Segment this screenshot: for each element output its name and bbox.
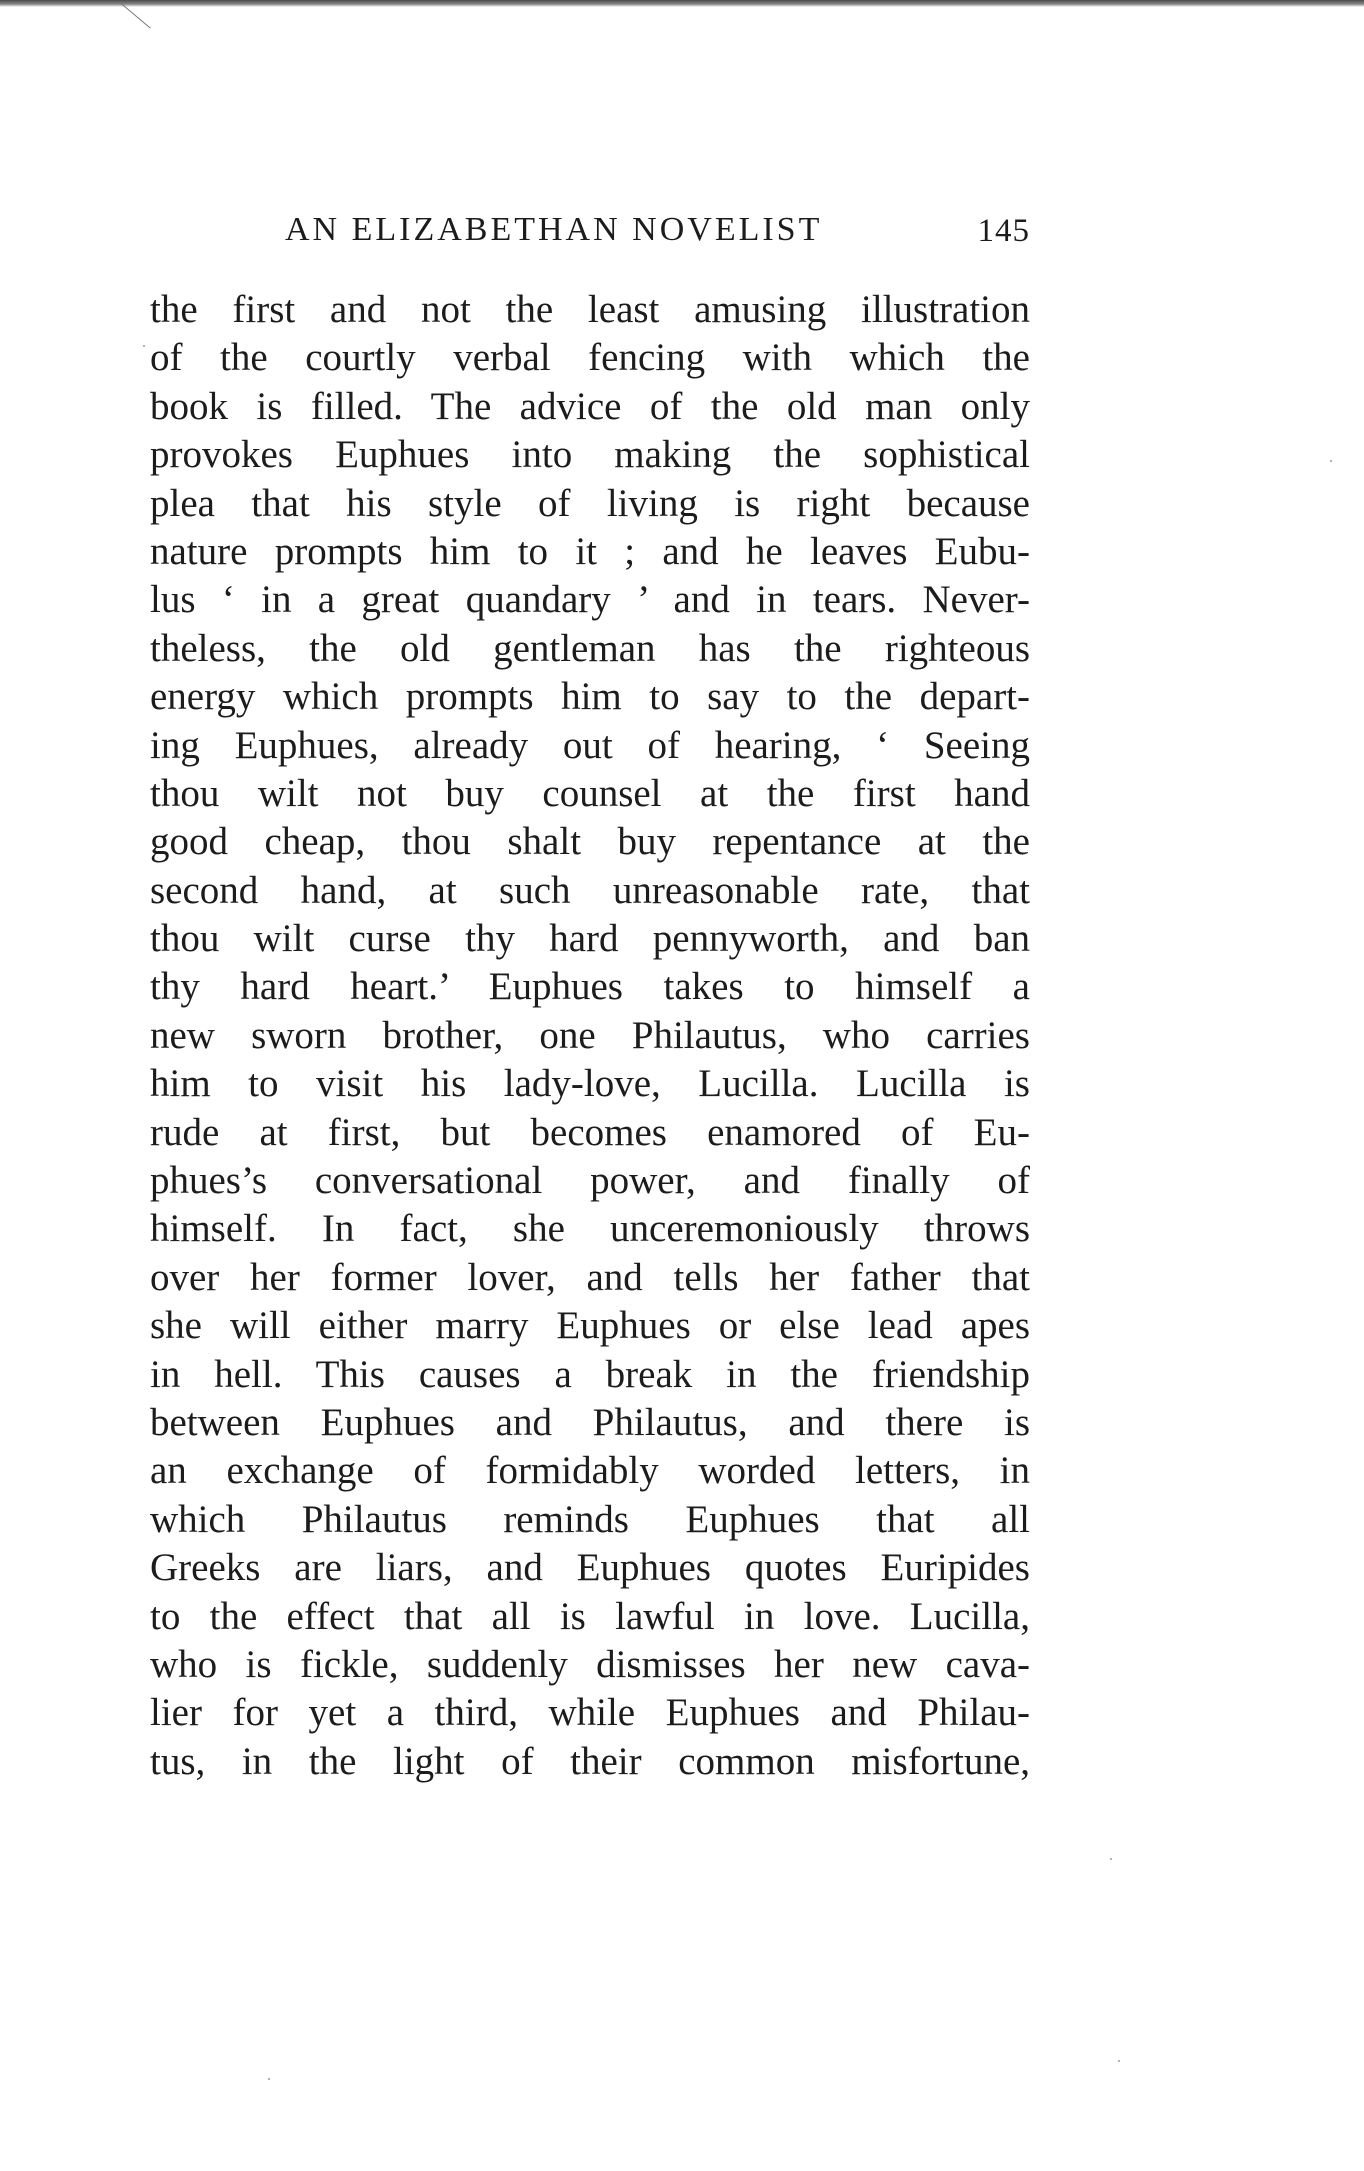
paper-speck [143, 345, 145, 347]
text-line: him to visit his lady-love, Lucilla. Lucilla is [150, 1062, 1030, 1106]
text-line: to the effect that all is lawful in love. Lucilla, [150, 1594, 1030, 1638]
text-line: nature prompts him to it ; and he leaves Eubu- [150, 529, 1030, 573]
text-line: book is filled. The advice of the old man only [150, 384, 1030, 428]
text-line: over her former lover, and tells her father that [150, 1255, 1030, 1299]
text-line: rude at first, but becomes enamored of Eu- [150, 1110, 1030, 1154]
text-line: of the courtly verbal fencing with which the [150, 336, 1030, 380]
text-line: an exchange of formidably worded letters, in [150, 1449, 1030, 1493]
text-line: new sworn brother, one Philautus, who carries [150, 1013, 1030, 1057]
text-line: himself. In fact, she unceremoniously throws [150, 1207, 1030, 1251]
text-line: between Euphues and Philautus, and there is [150, 1400, 1030, 1444]
text-line: who is fickle, suddenly dismisses her new cava- [150, 1642, 1030, 1686]
text-line: tus, in the light of their common misfortune, [150, 1739, 1030, 1783]
text-line: energy which prompts him to say to the depart- [150, 675, 1030, 719]
text-line: lus ‘ in a great quandary ’ and in tears. Never- [150, 578, 1030, 622]
text-line: thou wilt not buy counsel at the first hand [150, 771, 1030, 815]
text-line: ing Euphues, already out of hearing, ‘ Seeing [150, 723, 1030, 767]
text-line: she will either marry Euphues or else lead apes [150, 1304, 1030, 1348]
text-line: in hell. This causes a break in the friendship [150, 1352, 1030, 1396]
paper-speck [1330, 460, 1332, 462]
text-line: thy hard heart.’ Euphues takes to himself a [150, 965, 1030, 1009]
text-line: second hand, at such unreasonable rate, that [150, 868, 1030, 912]
running-head [150, 211, 1030, 261]
text-line: good cheap, thou shalt buy repentance at the [150, 820, 1030, 864]
text-line: plea that his style of living is right because [150, 481, 1030, 525]
text-line: phues’s conversational power, and finally of [150, 1159, 1030, 1203]
text-line: which Philautus reminds Euphues that all [150, 1497, 1030, 1541]
page-top-edge [0, 0, 1364, 7]
paper-speck [1118, 2060, 1120, 2062]
text-line: the first and not the least amusing illustration [150, 288, 1030, 331]
text-line: provokes Euphues into making the sophistical [150, 433, 1030, 477]
running-head-title: AN ELIZABETHAN NOVELIST [285, 211, 823, 248]
page-number: 145 [977, 213, 1030, 249]
text-line: lier for yet a third, while Euphues and Philau- [150, 1691, 1030, 1735]
paper-speck [1110, 1858, 1112, 1860]
text-line: thou wilt curse thy hard pennyworth, and ban [150, 917, 1030, 961]
body-text [150, 286, 1030, 1786]
text-line: Greeks are liars, and Euphues quotes Euripides [150, 1546, 1030, 1590]
paper-speck [268, 2078, 270, 2080]
text-line: theless, the old gentleman has the righteous [150, 626, 1030, 670]
